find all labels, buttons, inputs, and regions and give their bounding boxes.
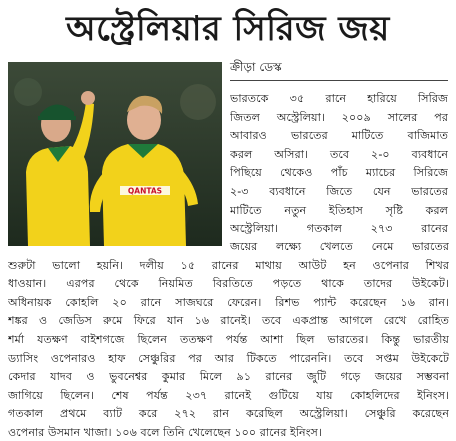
text-line: করল অসিরা। তবে ২-০ ব্যবধানে [230,147,448,161]
text-line: ড্যাসিং ওপেনারও হাফ সেঞ্চুরির পর আর টিকতে পারেননি। তবে সপ্তম উইকেটে [8,351,449,365]
text-line: জাগিয়ে ছিলেন। শেষ পর্যন্ত ২৩৭ রানেই গুটিয়ে যায় কোহলিদের ইনিংস। [8,388,449,402]
text-line: গতকাল প্রথমে ব্যাট করে ২৭২ রান করেছিল অস্ট্রেলিয়া। সেঞ্চুরি করেছেন [8,407,449,421]
text-line: জিতল অস্ট্রেলিয়া। ২০০৯ সালের পর [230,110,448,124]
text-line: ভারতকে ৩৫ রানে হারিয়ে সিরিজ [230,92,448,105]
full-width-text [8,238,449,441]
text-line: শর্মা যতক্ষণ বাইশগজে ছিলেন ততক্ষণ পর্যন্ত আশা ছিল ভারতের। কিন্তু ভারতীয় [8,332,449,346]
byline-divider [230,80,448,81]
text-line: ধাওয়ান। এরপর থেকে নিয়মিত বিরতিতে পড়তে থাকে তাদের উইকেট। [8,277,449,291]
text-line: শঙ্কর ও জেডিস রুমে ফিরে যান ১৬ রানেই। তবে একপ্রান্ত আগলে রেখে রোহিত [8,314,449,328]
text-line: অধিনায়ক কোহলি ২০ রানে সাজঘরে ফেরেন। রিশভ প্যান্ট করেছেন ১৬ রান। [8,295,449,309]
text-line: অস্ট্রেলিয়া। গতকাল ২৭৩ রানের [230,222,448,236]
text-line: পিছিয়ে থেকেও পাঁচ ম্যাচের সিরিজে [230,166,448,180]
text-line: আবারও ভারতের মাটিতে বাজিমাত [230,129,448,143]
text-line: মাটিতে নতুন ইতিহাস সৃষ্টি করল [230,203,448,217]
byline: ক্রীড়া ডেস্ক [230,60,282,74]
text-line: শুরুটা ভালো হয়নি। দলীয় ১৫ রানের মাথায় আউট হন ওপেনার শিখর [8,258,449,272]
text-line: ২-৩ ব্যবধানে জিতে যেন ভারতের [230,184,448,198]
qantas-sponsor-label: QANTAS [127,186,163,196]
text-line: জয়ের লক্ষ্যে খেলতে নেমে ভারতের [230,240,449,253]
cricket-players-photo [8,62,222,246]
text-line: ওপেনার উসমান খাজা। ১০৬ বলে তিনি খেলেছেন ১০০ রানের ইনিংস। [8,425,322,439]
right-column-text [230,90,448,239]
headline: অস্ট্রেলিয়ার সিরিজ জয় [66,9,390,49]
text-line: কেদার যাদব ও ভুবনেশ্বর কুমার মিলে ৯১ রানের জুটি গড়ে জয়ের সম্ভবনা [8,370,449,384]
